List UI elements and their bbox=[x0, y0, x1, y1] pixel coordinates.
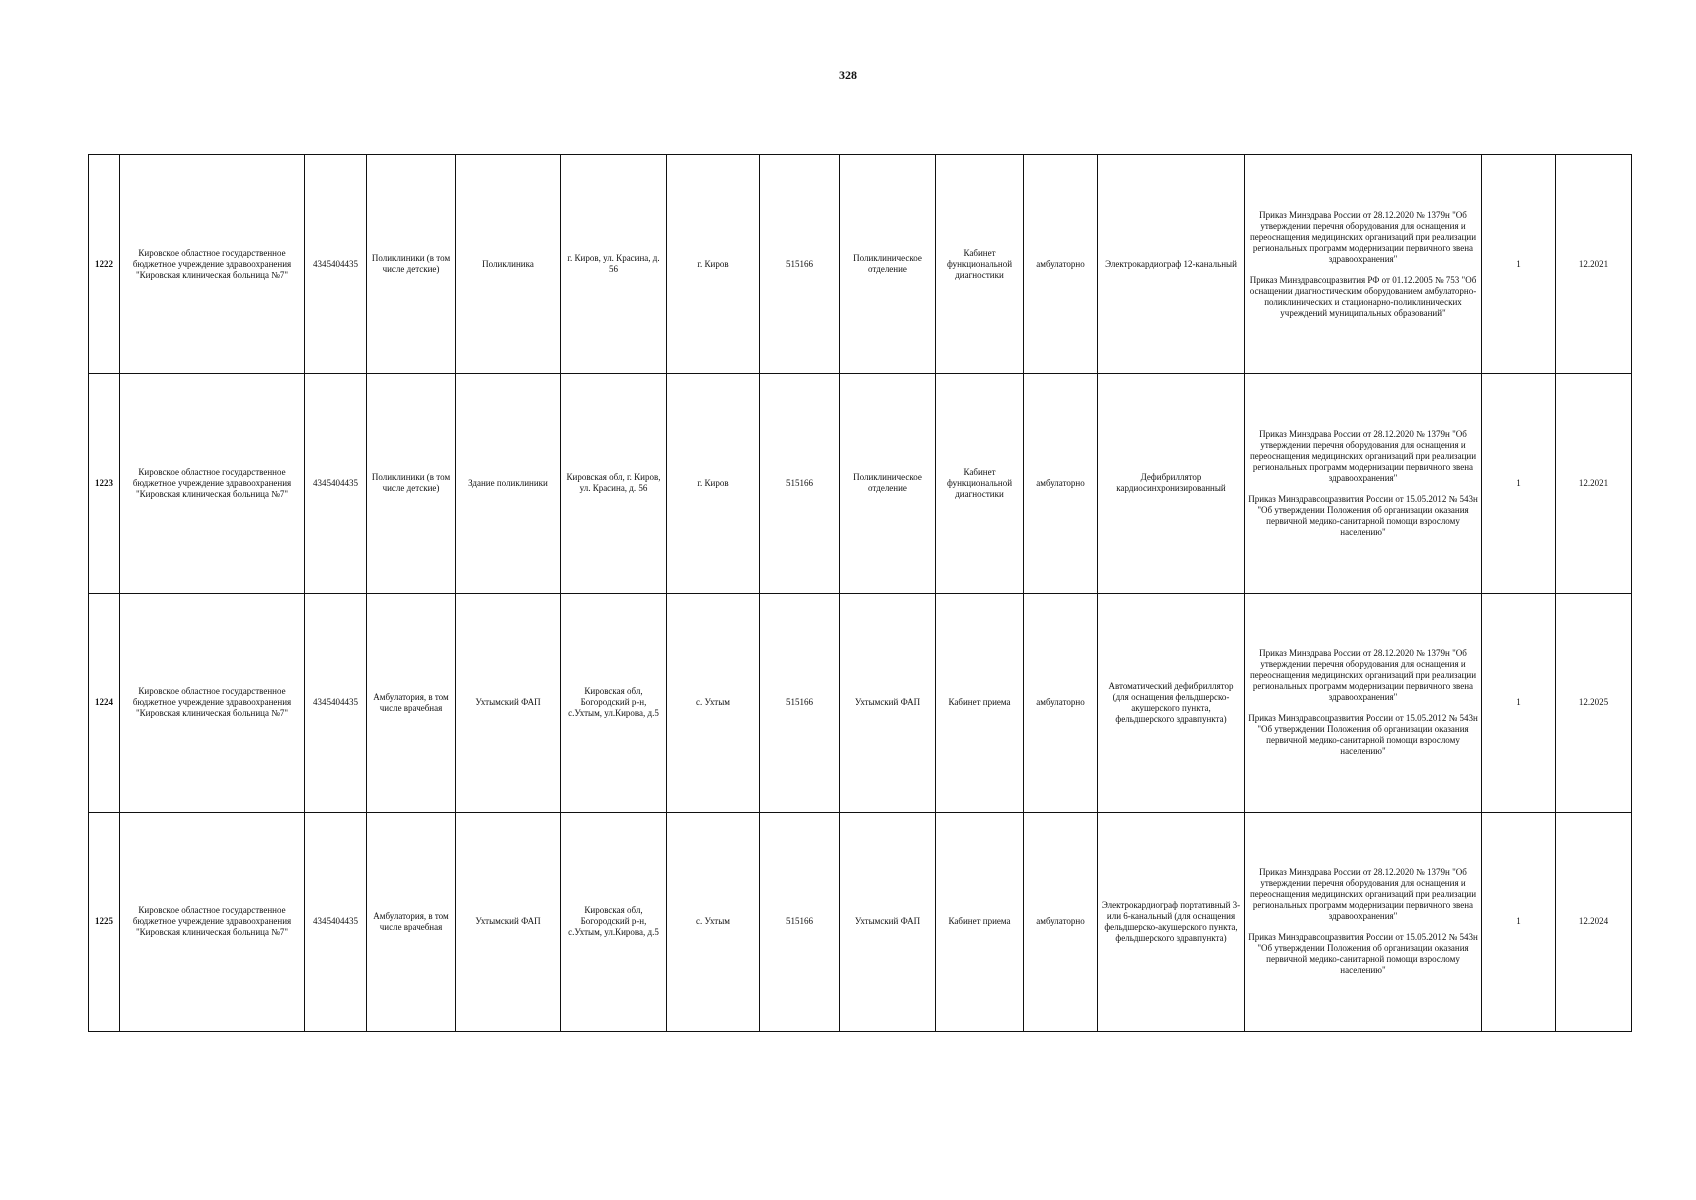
equipment-name: Электрокардиограф портативный 3- или 6-канальный (для оснащения фельдшерско-акушерского пункта, фельдшерского здравпункта) bbox=[1098, 812, 1245, 1031]
locality: г. Киров bbox=[667, 155, 760, 374]
regulatory-document: Приказ Минздравсоцразвития России от 15.05.2012 № 543н "Об утверждении Положения об организации оказания первичной медико-санитарной помощи взрослому населению" bbox=[1248, 932, 1478, 976]
equipment-name: Электрокардиограф 12-канальный bbox=[1098, 155, 1245, 374]
organization-name: Кировское областное государственное бюджетное учреждение здравоохранения "Кировская клиническая больница №7" bbox=[120, 593, 305, 812]
regulatory-document: Приказ Минздрава России от 28.12.2020 № 1379н "Об утверждении перечня оборудования для оснащения и переоснащения медицинских организаций при реализации региональных программ модернизации первичного звена здравоохранения" bbox=[1249, 648, 1477, 703]
building-name: Ухтымский ФАП bbox=[456, 593, 561, 812]
row-number: 1225 bbox=[89, 812, 120, 1031]
code: 515166 bbox=[760, 155, 840, 374]
department: Ухтымский ФАП bbox=[840, 593, 936, 812]
room: Кабинет функциональной диагностики bbox=[936, 374, 1024, 593]
department: Ухтымский ФАП bbox=[840, 812, 936, 1031]
regulatory-document: Приказ Минздравсоцразвития России от 15.05.2012 № 543н "Об утверждении Положения об организации оказания первичной медико-санитарной помощи взрослому населению" bbox=[1248, 713, 1478, 757]
room: Кабинет функциональной диагностики bbox=[936, 155, 1024, 374]
locality: с. Ухтым bbox=[667, 593, 760, 812]
address: Кировская обл, Богородский р-н, с.Ухтым, ул.Кирова, д.5 bbox=[561, 812, 667, 1031]
department: Поликлиническое отделение bbox=[840, 155, 936, 374]
quantity: 1 bbox=[1482, 155, 1556, 374]
code: 515166 bbox=[760, 593, 840, 812]
page-number: 328 bbox=[839, 68, 857, 82]
inn: 4345404435 bbox=[305, 374, 367, 593]
quantity: 1 bbox=[1482, 593, 1556, 812]
regulatory-documents bbox=[1245, 593, 1482, 812]
inn: 4345404435 bbox=[305, 155, 367, 374]
room: Кабинет приема bbox=[936, 812, 1024, 1031]
department: Поликлиническое отделение bbox=[840, 374, 936, 593]
inn: 4345404435 bbox=[305, 593, 367, 812]
code: 515166 bbox=[760, 374, 840, 593]
table-row bbox=[89, 374, 1632, 593]
address: г. Киров, ул. Красина, д. 56 bbox=[561, 155, 667, 374]
room: Кабинет приема bbox=[936, 593, 1024, 812]
code: 515166 bbox=[760, 812, 840, 1031]
regulatory-documents bbox=[1245, 812, 1482, 1031]
care-form: амбулаторно bbox=[1024, 593, 1098, 812]
delivery-date: 12.2021 bbox=[1556, 155, 1632, 374]
table-row bbox=[89, 812, 1632, 1031]
regulatory-documents bbox=[1245, 374, 1482, 593]
organization-name: Кировское областное государственное бюджетное учреждение здравоохранения "Кировская клиническая больница №7" bbox=[120, 374, 305, 593]
table-row bbox=[89, 155, 1632, 374]
row-number: 1222 bbox=[89, 155, 120, 374]
row-number: 1223 bbox=[89, 374, 120, 593]
facility-type: Амбулатория, в том числе врачебная bbox=[367, 593, 456, 812]
quantity: 1 bbox=[1482, 374, 1556, 593]
regulatory-document: Приказ Минздравсоцразвития РФ от 01.12.2005 № 753 "Об оснащении диагностическим оборудованием амбулаторно-поликлинических и стационарно-поликлинических учреждений муниципальных образований" bbox=[1249, 274, 1477, 318]
facility-type: Поликлиники (в том числе детские) bbox=[367, 155, 456, 374]
table-row bbox=[89, 593, 1632, 812]
care-form: амбулаторно bbox=[1024, 155, 1098, 374]
care-form: амбулаторно bbox=[1024, 812, 1098, 1031]
building-name: Поликлиника bbox=[456, 155, 561, 374]
inn: 4345404435 bbox=[305, 812, 367, 1031]
regulatory-document: Приказ Минздрава России от 28.12.2020 № 1379н "Об утверждении перечня оборудования для оснащения и переоснащения медицинских организаций при реализации региональных программ модернизации первичного звена здравоохранения" bbox=[1249, 867, 1477, 922]
locality: с. Ухтым bbox=[667, 812, 760, 1031]
facility-type: Поликлиники (в том числе детские) bbox=[367, 374, 456, 593]
delivery-date: 12.2021 bbox=[1556, 374, 1632, 593]
building-name: Здание поликлиники bbox=[456, 374, 561, 593]
delivery-date: 12.2024 bbox=[1556, 812, 1632, 1031]
delivery-date: 12.2025 bbox=[1556, 593, 1632, 812]
organization-name: Кировское областное государственное бюджетное учреждение здравоохранения "Кировская клиническая больница №7" bbox=[120, 155, 305, 374]
equipment-name: Автоматический дефибриллятор (для оснащения фельдшерско-акушерского пункта, фельдшерского здравпункта) bbox=[1098, 593, 1245, 812]
equipment-table bbox=[88, 154, 1632, 1032]
address: Кировская обл, г. Киров, ул. Красина, д. 56 bbox=[561, 374, 667, 593]
facility-type: Амбулатория, в том числе врачебная bbox=[367, 812, 456, 1031]
locality: г. Киров bbox=[667, 374, 760, 593]
care-form: амбулаторно bbox=[1024, 374, 1098, 593]
building-name: Ухтымский ФАП bbox=[456, 812, 561, 1031]
regulatory-document: Приказ Минздравсоцразвития России от 15.05.2012 № 543н "Об утверждении Положения об организации оказания первичной медико-санитарной помощи взрослому населению" bbox=[1248, 493, 1478, 537]
regulatory-document: Приказ Минздрава России от 28.12.2020 № 1379н "Об утверждении перечня оборудования для оснащения и переоснащения медицинских организаций при реализации региональных программ модернизации первичного звена здравоохранения" bbox=[1249, 209, 1477, 264]
row-number: 1224 bbox=[89, 593, 120, 812]
regulatory-document: Приказ Минздрава России от 28.12.2020 № 1379н "Об утверждении перечня оборудования для оснащения и переоснащения медицинских организаций при реализации региональных программ модернизации первичного звена здравоохранения" bbox=[1249, 428, 1477, 483]
organization-name: Кировское областное государственное бюджетное учреждение здравоохранения "Кировская клиническая больница №7" bbox=[120, 812, 305, 1031]
quantity: 1 bbox=[1482, 812, 1556, 1031]
regulatory-documents bbox=[1245, 155, 1482, 374]
address: Кировская обл, Богородский р-н, с.Ухтым, ул.Кирова, д.5 bbox=[561, 593, 667, 812]
equipment-name: Дефибриллятор кардиосинхронизированный bbox=[1098, 374, 1245, 593]
